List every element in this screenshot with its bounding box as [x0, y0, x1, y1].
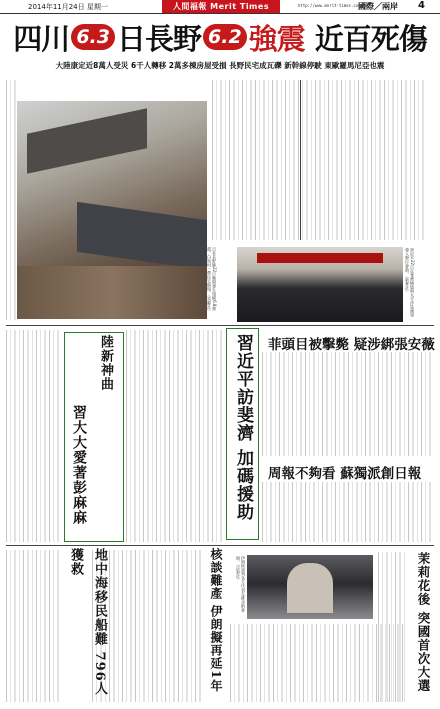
- headline-part: 日長野: [116, 21, 201, 56]
- column-divider: [300, 80, 301, 240]
- section-divider: [6, 325, 434, 326]
- earthquake-photo: [17, 101, 207, 319]
- article-body: [212, 80, 426, 240]
- headline-part: 強震: [248, 21, 305, 56]
- article-title: 周報不夠看 蘇獨派創日報: [268, 466, 422, 482]
- newspaper-logo: 人間福報 Merit Times: [162, 0, 280, 13]
- article-body: [126, 330, 224, 542]
- article-title: 陸新神曲: [98, 335, 113, 391]
- article-title: 地中海移民船難 796人獲救: [68, 548, 107, 696]
- article-body: [92, 550, 202, 702]
- banner: [257, 253, 383, 263]
- magnitude-badge: 6.2: [203, 24, 247, 50]
- issue-date: 2014年11月24日 星期一: [28, 3, 108, 11]
- photo-caption: 伊朗核談判各方代表在維也納會面。（法新社）: [236, 556, 246, 612]
- collapsed-roof: [27, 108, 147, 174]
- magnitude-badge: 6.3: [71, 24, 115, 50]
- press-photo: [247, 555, 373, 619]
- website-url: http://www.merit-times.com.tw: [298, 3, 368, 8]
- article-body: [262, 352, 432, 456]
- debris: [17, 266, 207, 319]
- main-headline: [6, 17, 434, 57]
- collapsed-roof: [77, 202, 207, 270]
- article-title: 習近平訪斐濟 加碼援助: [233, 334, 253, 521]
- photo-caption: 習近平22日在斐濟楠迪與太平洋島國領導人舉行會晤。（新華社）: [405, 248, 415, 318]
- article-body: [378, 552, 408, 702]
- headline-part: 四川: [13, 21, 70, 56]
- article-body: [6, 550, 60, 702]
- masthead: [0, 0, 440, 14]
- article-title: 核談難產 伊朗擬再延1年: [209, 548, 223, 693]
- article-body: [6, 330, 62, 542]
- section-divider: [6, 545, 434, 546]
- photo-caption: 日本長野縣22日晚間發生規模6.8強震，白馬村一帶民宅倒塌。（美聯社）: [207, 247, 217, 313]
- meeting-photo: [237, 247, 403, 322]
- person-figure: [287, 563, 333, 613]
- article-body: [262, 482, 432, 542]
- article-title: 茉莉花後 突國首次大選: [416, 552, 431, 693]
- article-body: [6, 80, 16, 320]
- article-subtitle: 習大大愛著彭麻麻: [71, 405, 87, 525]
- page-number: 4: [418, 0, 425, 11]
- subheadline: 大陸康定近8萬人受災 6千人轉移 2萬多棟房屋受損 長野民宅成瓦礫 新幹線停駛 東歐羅馬尼亞也震: [55, 61, 385, 70]
- section-name: 國際／兩岸: [358, 2, 398, 11]
- headline-part: 近百死傷: [314, 21, 427, 56]
- article-title: 菲頭目被擊斃 疑涉綁張安薇: [268, 337, 435, 353]
